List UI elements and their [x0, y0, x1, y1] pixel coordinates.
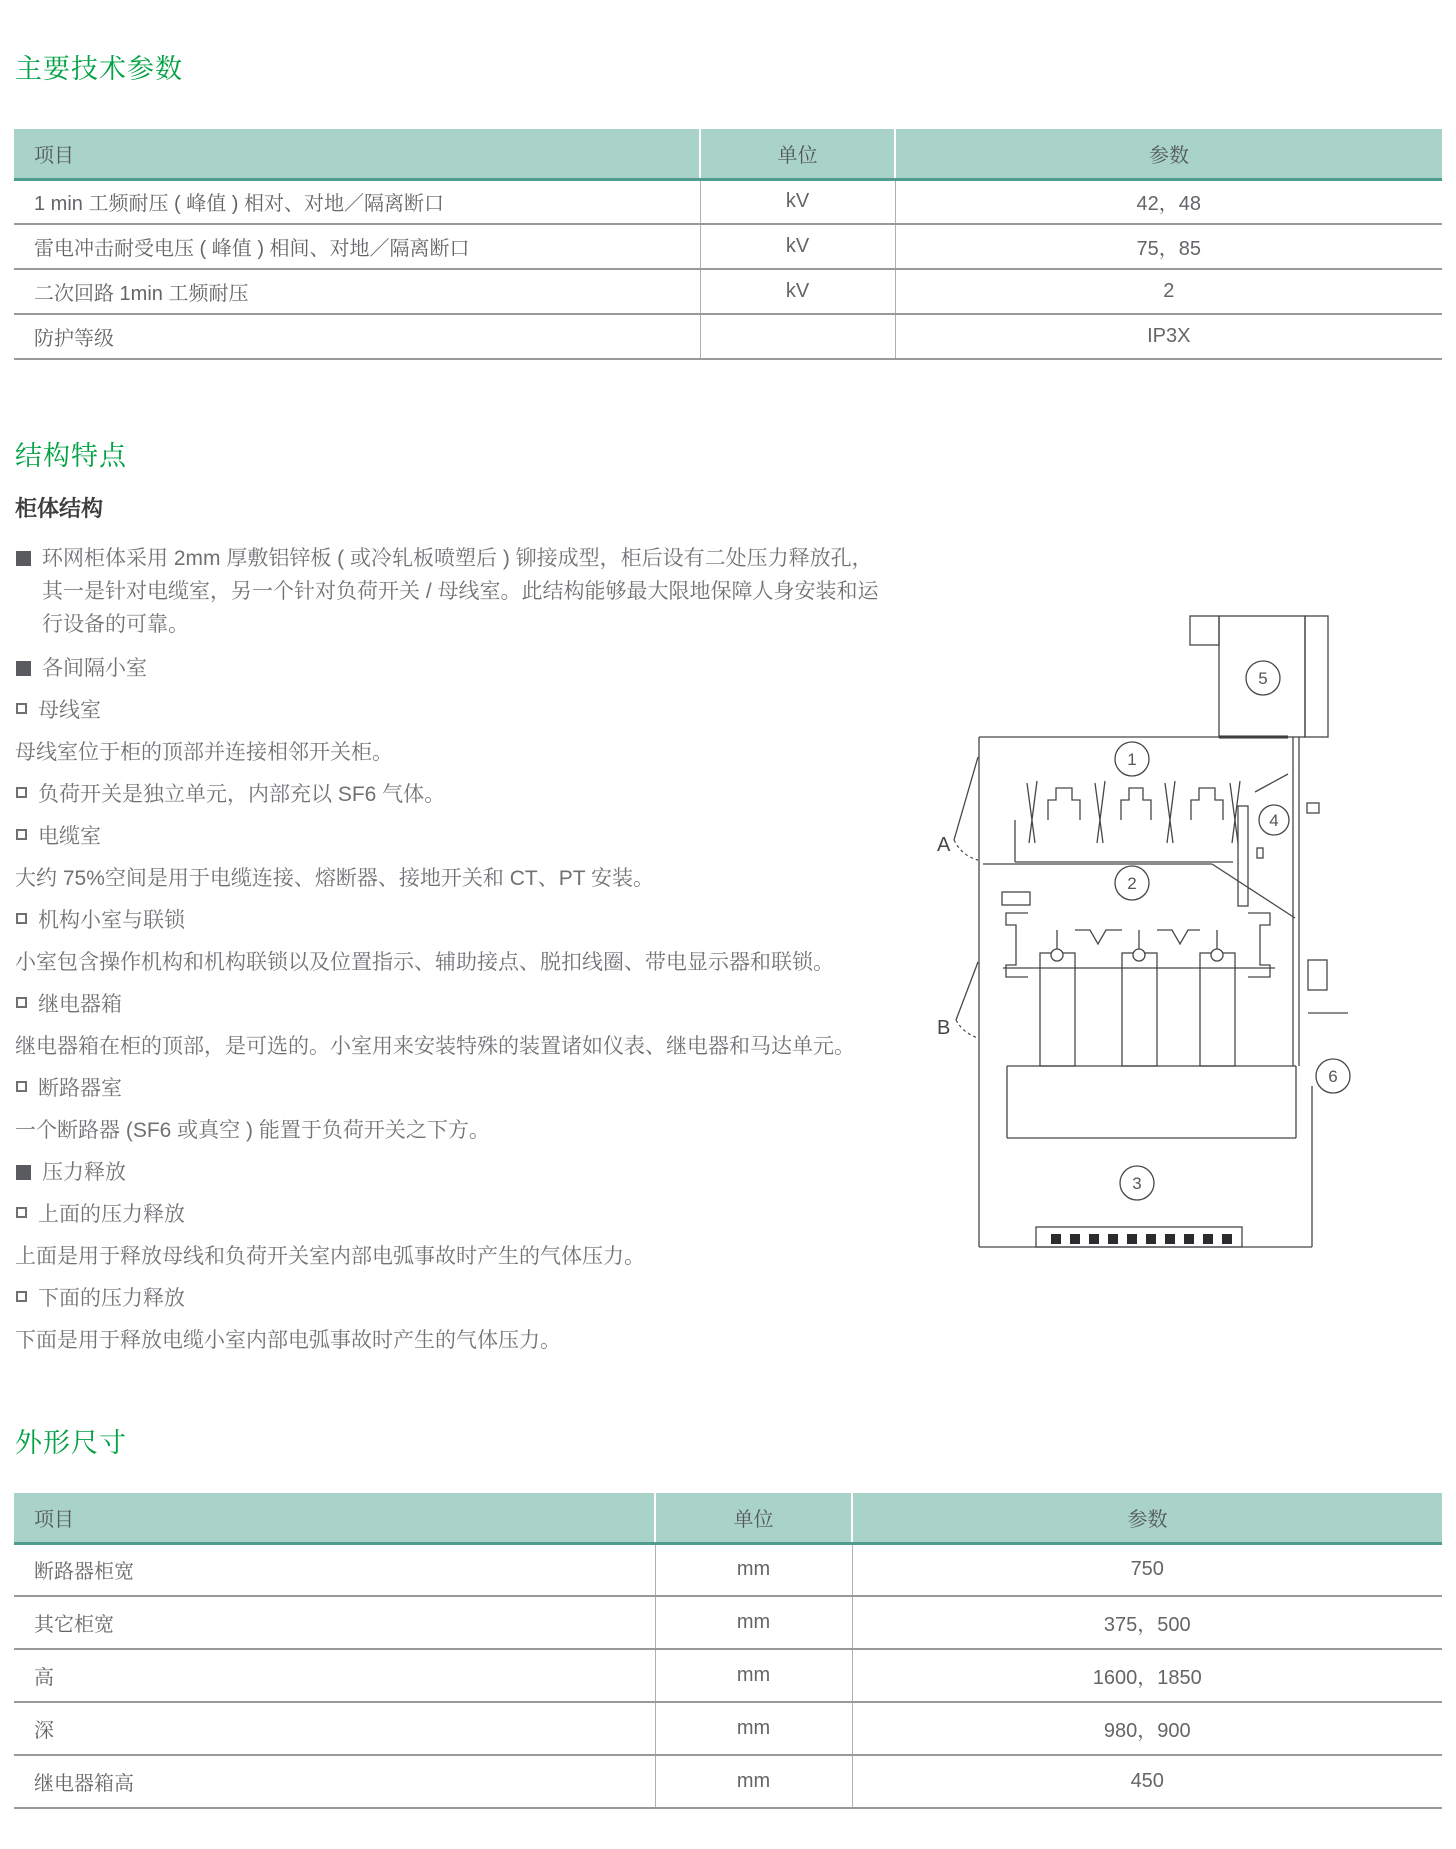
- door-label-b: B: [937, 1017, 951, 1039]
- table-cell: 750: [852, 1543, 1442, 1596]
- table-cell: 2: [895, 269, 1442, 314]
- feature-item: [15, 1161, 881, 1185]
- feature-text: 负荷开关是独立单元，内部充以 SF6 气体。: [38, 783, 446, 806]
- table-cell: 1600，1850: [852, 1649, 1442, 1702]
- cable-compartment-shape: [1007, 960, 1348, 1247]
- table-cell: 375，500: [852, 1596, 1442, 1649]
- column-header: 单位: [655, 1493, 852, 1543]
- filled-square-bullet-icon: [16, 551, 31, 566]
- section-title-dimensions: 外形尺寸: [15, 1428, 127, 1458]
- callout-2: [1115, 866, 1149, 900]
- hollow-square-bullet-icon: [16, 787, 27, 798]
- feature-item: [15, 993, 881, 1017]
- table-row: [14, 224, 1442, 269]
- svg-text:4: 4: [1269, 811, 1279, 830]
- table-cell: 断路器柜宽: [14, 1543, 655, 1596]
- table-row: [14, 1755, 1442, 1808]
- structure-subtitle: 柜体结构: [15, 496, 104, 521]
- table-cell: IP3X: [895, 314, 1442, 359]
- table-cell: 其它柜宽: [14, 1596, 655, 1649]
- svg-text:1: 1: [1127, 750, 1137, 769]
- feature-text: 继电器箱: [38, 993, 122, 1016]
- feature-item: [15, 1077, 881, 1101]
- hollow-square-bullet-icon: [16, 829, 27, 840]
- table-cell: 980，900: [852, 1702, 1442, 1755]
- table-cell: 75，85: [895, 224, 1442, 269]
- feature-item: [15, 909, 881, 933]
- switch-mechanism-shape: [1002, 803, 1319, 1066]
- feature-text: 母线室位于柜的顶部并连接相邻开关柜。: [15, 741, 393, 764]
- table-row: [14, 1543, 1442, 1596]
- feature-item: [15, 1329, 881, 1353]
- terminal-blocks-shape: [1051, 1234, 1232, 1244]
- door-swing-b: [937, 962, 978, 1039]
- feature-text: 上面是用于释放母线和负荷开关室内部电弧事故时产生的气体压力。: [15, 1245, 645, 1268]
- feature-text: 机构小室与联锁: [38, 909, 185, 932]
- table-cell: 42，48: [895, 179, 1442, 224]
- column-header: 参数: [852, 1493, 1442, 1543]
- tech-params-table: [14, 129, 1442, 360]
- callout-4: [1259, 805, 1289, 835]
- switchgear-diagram-svg: [935, 600, 1365, 1260]
- feature-text: 大约 75%空间是用于电缆连接、熔断器、接地开关和 CT、PT 安装。: [15, 867, 654, 890]
- feature-list: [15, 542, 881, 1371]
- hollow-square-bullet-icon: [16, 1207, 27, 1218]
- callout-3: [1120, 1166, 1154, 1200]
- feature-item: [15, 825, 881, 849]
- door-swing-a: [937, 757, 978, 860]
- feature-item: [15, 741, 881, 765]
- table-header-row: [14, 129, 1442, 179]
- dimensions-table: [14, 1493, 1442, 1809]
- svg-text:2: 2: [1127, 874, 1137, 893]
- table-cell: mm: [655, 1755, 852, 1808]
- feature-text: 上面的压力释放: [38, 1203, 185, 1226]
- table-cell: kV: [700, 269, 895, 314]
- feature-item: [15, 699, 881, 723]
- feature-text: 下面是用于释放电缆小室内部电弧事故时产生的气体压力。: [15, 1329, 561, 1352]
- section-title-tech-params: 主要技术参数: [15, 54, 183, 84]
- feature-item: [15, 1119, 881, 1143]
- table-cell: kV: [700, 224, 895, 269]
- table-header-row: [14, 1493, 1442, 1543]
- table-cell: mm: [655, 1702, 852, 1755]
- hollow-square-bullet-icon: [16, 913, 27, 924]
- feature-item: [15, 951, 881, 975]
- table-row: [14, 1702, 1442, 1755]
- callout-5: [1246, 661, 1280, 695]
- feature-text: 压力释放: [42, 1161, 126, 1184]
- feature-text: 下面的压力释放: [38, 1287, 185, 1310]
- feature-item: [15, 867, 881, 891]
- svg-text:6: 6: [1328, 1067, 1338, 1086]
- table-cell: 深: [14, 1702, 655, 1755]
- table-row: [14, 314, 1442, 359]
- feature-item: [15, 783, 881, 807]
- callout-1: [1115, 742, 1149, 776]
- door-label-a: A: [937, 834, 951, 856]
- feature-item: [15, 1035, 881, 1059]
- feature-item: [15, 1203, 881, 1227]
- table-cell: mm: [655, 1649, 852, 1702]
- table-cell: mm: [655, 1596, 852, 1649]
- column-header: 参数: [895, 129, 1442, 179]
- table-cell: 防护等级: [14, 314, 700, 359]
- feature-item: [15, 1245, 881, 1269]
- table-cell: 450: [852, 1755, 1442, 1808]
- table-cell: 1 min 工频耐压 ( 峰值 ) 相对、对地／隔离断口: [14, 179, 700, 224]
- feature-text: 继电器箱在柜的顶部，是可选的。小室用来安装特殊的装置诸如仪表、继电器和马达单元。: [15, 1035, 855, 1058]
- svg-text:5: 5: [1258, 669, 1268, 688]
- callout-6: [1316, 1059, 1350, 1093]
- table-cell: 雷电冲击耐受电压 ( 峰值 ) 相间、对地／隔离断口: [14, 224, 700, 269]
- feature-text: 一个断路器 (SF6 或真空 ) 能置于负荷开关之下方。: [15, 1119, 490, 1142]
- hollow-square-bullet-icon: [16, 1291, 27, 1302]
- table-cell: 高: [14, 1649, 655, 1702]
- column-header: 项目: [14, 129, 700, 179]
- hollow-square-bullet-icon: [16, 703, 27, 714]
- feature-text: 断路器室: [38, 1077, 122, 1100]
- feature-text: 小室包含操作机构和机构联锁以及位置指示、辅助接点、脱扣线圈、带电显示器和联锁。: [15, 951, 834, 974]
- table-row: [14, 1596, 1442, 1649]
- hollow-square-bullet-icon: [16, 1081, 27, 1092]
- table-row: [14, 179, 1442, 224]
- feature-text: 电缆室: [38, 825, 101, 848]
- table-cell: kV: [700, 179, 895, 224]
- column-header: 项目: [14, 1493, 655, 1543]
- feature-text: 母线室: [38, 699, 101, 722]
- feature-item: [15, 657, 881, 681]
- section-title-structure: 结构特点: [15, 441, 127, 471]
- table-cell: [700, 314, 895, 359]
- table-cell: 二次回路 1min 工频耐压: [14, 269, 700, 314]
- feature-text: 各间隔小室: [42, 657, 147, 680]
- table-row: [14, 269, 1442, 314]
- svg-text:3: 3: [1132, 1174, 1142, 1193]
- filled-square-bullet-icon: [16, 1165, 31, 1180]
- table-cell: 继电器箱高: [14, 1755, 655, 1808]
- switchgear-cross-section-diagram: [935, 600, 1365, 1260]
- table-cell: mm: [655, 1543, 852, 1596]
- column-header: 单位: [700, 129, 895, 179]
- table-row: [14, 1649, 1442, 1702]
- filled-square-bullet-icon: [16, 661, 31, 676]
- hollow-square-bullet-icon: [16, 997, 27, 1008]
- feature-item: [15, 1287, 881, 1311]
- feature-text: 环网柜体采用 2mm 厚敷铝锌板 ( 或冷轧板喷塑后 ) 铆接成型，柜后设有二处压力释放孔，其一是针对电缆室，另一个针对负荷开关 / 母线室。此结构能够最大限地保障人身安装和运行设备的可靠。: [42, 547, 879, 636]
- feature-item: [15, 542, 881, 641]
